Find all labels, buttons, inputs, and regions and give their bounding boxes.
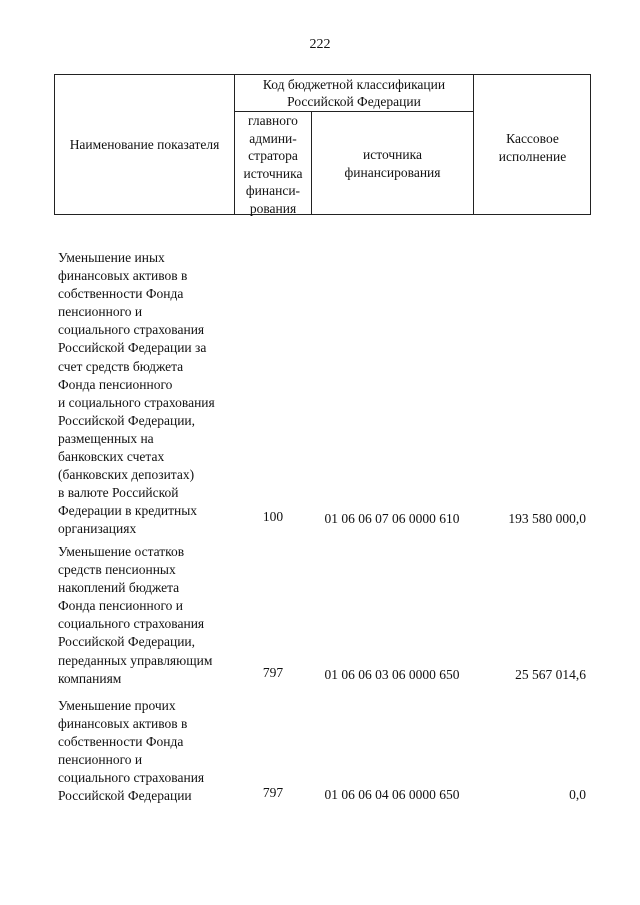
row-admin-code: 797 — [262, 665, 284, 680]
row-amount: 25 567 014,6 — [515, 667, 586, 682]
header-execution: Кассовое исполнение — [498, 131, 567, 164]
row-amount: 193 580 000,0 — [508, 511, 586, 526]
row-name: Уменьшение прочих финансовых активов в собственности Фонда пенсионного и социального страхования Российской Федерации — [58, 698, 205, 804]
header-admin: главного админи- стратора источника финанси- рования — [243, 113, 303, 216]
page-number: 222 — [309, 37, 331, 52]
row-amount: 0,0 — [569, 787, 586, 802]
row-admin-code: 100 — [262, 509, 284, 524]
row-source-code: 01 06 06 03 06 0000 650 — [324, 667, 460, 682]
row-source-code: 01 06 06 04 06 0000 650 — [324, 787, 460, 802]
header-budget-code: Код бюджетной классификации Российской Федерации — [262, 77, 446, 109]
row-name: Уменьшение иных финансовых активов в собственности Фонда пенсионного и социального страхования Российской Федерации за счет средств бюджета Фонда пенсионного и социального страхования Российской Федерации, размещенных на банковских счетах (банковских депозитах) в валюте Российской Федерации в кредитных организациях — [58, 250, 215, 537]
row-source-code: 01 06 06 07 06 0000 610 — [324, 511, 460, 526]
header-name: Наименование показателя — [69, 137, 220, 152]
row-admin-code: 797 — [262, 785, 284, 800]
row-name: Уменьшение остатков средств пенсионных накоплений бюджета Фонда пенсионного и социального страхования Российской Федерации, переданных управляющим компаниям — [58, 544, 213, 686]
table-header — [54, 74, 591, 215]
header-source: источника финансирования — [344, 147, 441, 180]
